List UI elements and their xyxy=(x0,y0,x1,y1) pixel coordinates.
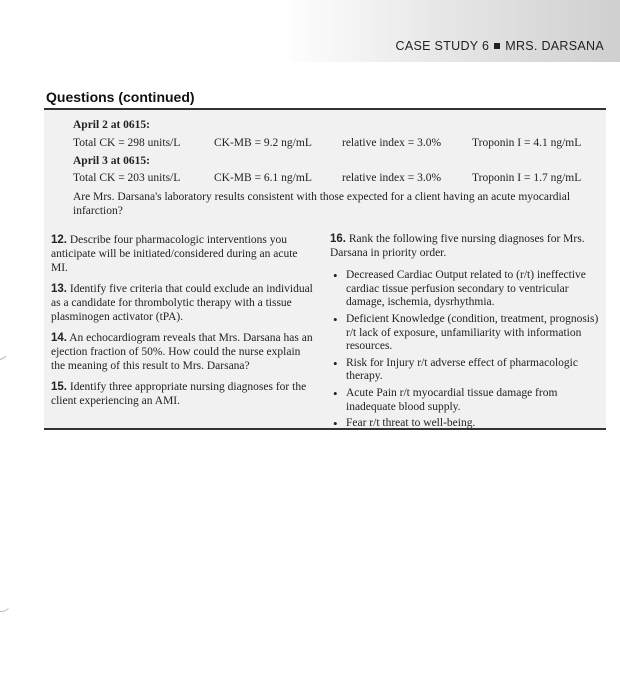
question-12: 12. Describe four pharmacologic interventions you anticipate will be initiated/considered during an acute MI. xyxy=(51,234,298,274)
relative-index-value: relative index = 3.0% xyxy=(342,172,442,184)
ck-mb-value: CK-MB = 6.1 ng/mL xyxy=(214,172,312,184)
list-item: • Fear r/t threat to well-being. xyxy=(330,417,602,431)
relative-index-value: relative index = 3.0% xyxy=(342,137,442,149)
patient-name: MRS. DARSANA xyxy=(505,39,604,53)
nursing-diagnoses-list xyxy=(330,269,602,431)
question-13: 13. Identify five criteria that could exclude an individual as a candidate for thrombolytic therapy with a tissue plasminogen activator (tPA). xyxy=(51,283,313,323)
running-header xyxy=(396,39,604,53)
case-label: CASE STUDY 6 xyxy=(395,39,490,53)
total-ck-value: Total CK = 298 units/L xyxy=(73,137,181,149)
troponin-value: Troponin I = 4.1 ng/mL xyxy=(472,137,582,149)
scan-mark xyxy=(0,590,12,612)
lab-question: Are Mrs. Darsana's laboratory results consistent with those expected for a client having an acute myocardial infarction? xyxy=(73,191,571,217)
question-14: 14. An echocardiogram reveals that Mrs. Darsana has an ejection fraction of 50%. How could the nurse explain the meaning of this result to Mrs. Darsana? xyxy=(51,332,313,372)
total-ck-value: Total CK = 203 units/L xyxy=(73,172,181,184)
list-item: • Deficient Knowledge (condition, treatment, prognosis) r/t lack of exposure, unfamiliarity with information resources. xyxy=(330,313,602,354)
troponin-value: Troponin I = 1.7 ng/mL xyxy=(472,172,582,184)
scan-mark xyxy=(0,336,10,360)
lab-heading-april-3: April 3 at 0615: xyxy=(73,155,150,167)
questions-left-column xyxy=(51,233,313,415)
lab-heading-april-2: April 2 at 0615: xyxy=(73,119,150,131)
square-bullet-icon xyxy=(494,43,500,49)
question-16 xyxy=(330,233,602,434)
ck-mb-value: CK-MB = 9.2 ng/mL xyxy=(214,137,312,149)
question-16-prompt: 16. Rank the following five nursing diagnoses for Mrs. Darsana in priority order. xyxy=(330,233,585,259)
list-item: • Acute Pain r/t myocardial tissue damage from inadequate blood supply. xyxy=(330,387,602,414)
list-item: • Risk for Injury r/t adverse effect of pharmacologic therapy. xyxy=(330,357,602,384)
section-title: Questions (continued) xyxy=(46,89,195,105)
list-item: • Decreased Cardiac Output related to (r/t) ineffective cardiac tissue perfusion secondary to ventricular damage, ischemia, dysrhythmia. xyxy=(330,269,602,310)
question-15: 15. Identify three appropriate nursing diagnoses for the client experiencing an AMI. xyxy=(51,381,307,407)
